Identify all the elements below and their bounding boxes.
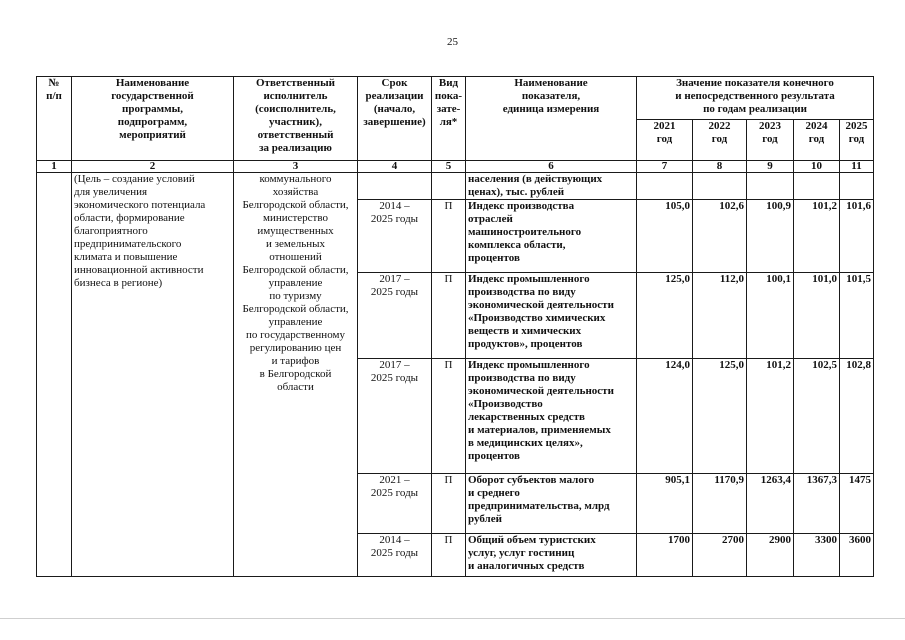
- value-cell: 124,0: [637, 359, 693, 474]
- value-cell: 1475: [840, 474, 874, 534]
- indicator-cell: Индекс промышленного производства по виду экономической деятельности «Производство лекарственных средств и материалов, применяемых в медицинских целях», процентов: [466, 359, 637, 474]
- header-year-2024: 2024 год: [794, 120, 840, 161]
- value-cell: 2700: [693, 534, 747, 577]
- header-year-2025: 2025 год: [840, 120, 874, 161]
- value-cell: 101,6: [840, 200, 874, 273]
- indicator-cell: Индекс промышленного производства по виду экономической деятельности «Производство химических веществ и химических продуктов», процентов: [466, 273, 637, 359]
- value-cell: 3300: [794, 534, 840, 577]
- column-number: 8: [693, 161, 747, 173]
- type-cell: П: [432, 534, 466, 577]
- executor-cell: коммунального хозяйства Белгородской области, министерство имущественных и земельных отношений Белгородской области, управление по туризму Белгородской области, управление по государственному регулированию цен и тарифов в Белгородской области: [234, 173, 358, 577]
- header-term: Срок реализации (начало, завершение): [358, 77, 432, 161]
- page-number: 25: [447, 36, 458, 48]
- term-cell: 2014 – 2025 годы: [358, 534, 432, 577]
- type-cell: П: [432, 474, 466, 534]
- header-num: № п/п: [37, 77, 72, 161]
- header-type: Вид пока- зате- ля*: [432, 77, 466, 161]
- term-cell: 2017 – 2025 годы: [358, 359, 432, 474]
- indicator-cell: Индекс производства отраслей машиностроительного комплекса области, процентов: [466, 200, 637, 273]
- row-num-cell: [37, 173, 72, 577]
- indicators-table: [36, 76, 874, 577]
- header-executor: Ответственный исполнитель (соисполнитель, участник), ответственный за реализацию: [234, 77, 358, 161]
- value-cell: 102,8: [840, 359, 874, 474]
- value-cell: 100,1: [747, 273, 794, 359]
- column-number: 3: [234, 161, 358, 173]
- header-year-2021: 2021 год: [637, 120, 693, 161]
- value-cell: 105,0: [637, 200, 693, 273]
- value-cell: 2900: [747, 534, 794, 577]
- table-row: [37, 173, 874, 200]
- value-cell: 101,0: [794, 273, 840, 359]
- type-cell: П: [432, 200, 466, 273]
- header-year-2023: 2023 год: [747, 120, 794, 161]
- value-cell: [747, 173, 794, 200]
- value-cell: [794, 173, 840, 200]
- value-cell: [840, 173, 874, 200]
- column-numbers-row: [37, 161, 874, 173]
- indicator-cell: населения (в действующих ценах), тыс. рублей: [466, 173, 637, 200]
- value-cell: 102,5: [794, 359, 840, 474]
- program-goal: (Цель – создание условий для увеличения экономического потенциала области, формирование благоприятного предпринимательского климата и повышение инновационной активности бизнеса в регионе): [72, 173, 234, 577]
- value-cell: 1367,3: [794, 474, 840, 534]
- value-cell: [693, 173, 747, 200]
- value-cell: 1170,9: [693, 474, 747, 534]
- term-cell: 2021 – 2025 годы: [358, 474, 432, 534]
- type-cell: П: [432, 273, 466, 359]
- value-cell: 102,6: [693, 200, 747, 273]
- indicator-cell: Общий объем туристских услуг, услуг гостиниц и аналогичных средств: [466, 534, 637, 577]
- value-cell: 1263,4: [747, 474, 794, 534]
- value-cell: 112,0: [693, 273, 747, 359]
- type-cell: [432, 173, 466, 200]
- header-values-group: Значение показателя конечного и непосредственного результата по годам реализации: [637, 77, 874, 120]
- value-cell: 100,9: [747, 200, 794, 273]
- value-cell: 101,5: [840, 273, 874, 359]
- header-year-2022: 2022 год: [693, 120, 747, 161]
- column-number: 9: [747, 161, 794, 173]
- value-cell: 101,2: [794, 200, 840, 273]
- value-cell: 905,1: [637, 474, 693, 534]
- header-indicator: Наименование показателя, единица измерения: [466, 77, 637, 161]
- value-cell: 125,0: [693, 359, 747, 474]
- column-number: 1: [37, 161, 72, 173]
- scan-edge-line: [0, 618, 905, 619]
- column-number: 6: [466, 161, 637, 173]
- value-cell: 3600: [840, 534, 874, 577]
- column-number: 2: [72, 161, 234, 173]
- value-cell: [637, 173, 693, 200]
- term-cell: 2017 – 2025 годы: [358, 273, 432, 359]
- value-cell: 1700: [637, 534, 693, 577]
- column-number: 10: [794, 161, 840, 173]
- column-number: 4: [358, 161, 432, 173]
- term-cell: [358, 173, 432, 200]
- column-number: 5: [432, 161, 466, 173]
- value-cell: 125,0: [637, 273, 693, 359]
- term-cell: 2014 – 2025 годы: [358, 200, 432, 273]
- type-cell: П: [432, 359, 466, 474]
- column-number: 7: [637, 161, 693, 173]
- value-cell: 101,2: [747, 359, 794, 474]
- column-number: 11: [840, 161, 874, 173]
- indicator-cell: Оборот субъектов малого и среднего предпринимательства, млрд рублей: [466, 474, 637, 534]
- header-program: Наименование государственной программы, подпрограмм, мероприятий: [72, 77, 234, 161]
